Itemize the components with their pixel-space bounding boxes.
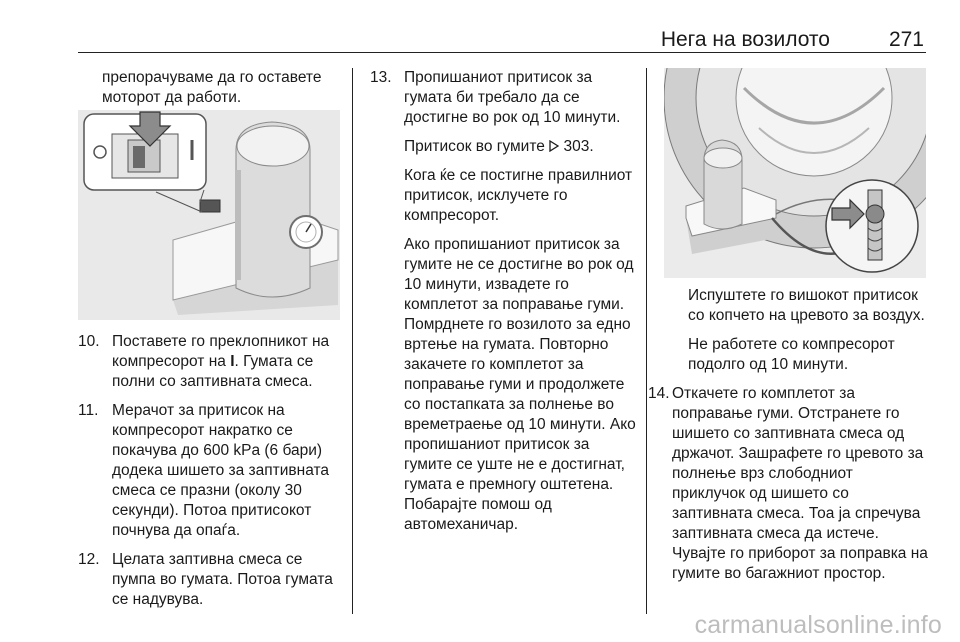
arrow-reference-icon xyxy=(549,138,559,155)
step-number: 10. xyxy=(78,333,100,350)
step-number: 13. xyxy=(370,69,392,86)
hose-pressure-release-illustration xyxy=(664,68,926,278)
column-divider-left xyxy=(352,68,353,614)
step-14 xyxy=(648,384,930,584)
page-number: 271 xyxy=(888,28,924,51)
step-text: Поставете го преклопникот на компресорот на xyxy=(112,333,330,370)
step-text: Мерачот за притисок на компресорот накратко се покачува до 600 kPa (6 бари) додека шишето за заптивната смеса се празни (околу 30 секунди). Потоа притисокот почнува да опаѓа. xyxy=(112,402,330,539)
switch-position-label: I xyxy=(230,353,235,370)
step-number: 11. xyxy=(78,402,99,419)
left-column-steps xyxy=(78,332,340,619)
figure-caption: Испуштете го вишокот притисок со копчето на цревото за воздух. xyxy=(688,287,925,324)
step-text: Целата заптивна смеса се пумпа во гумата. Потоа гумата се надувува. xyxy=(112,551,333,608)
step-12 xyxy=(78,550,340,610)
step-10 xyxy=(78,332,340,392)
column-divider-right xyxy=(646,68,647,614)
watermark: carmanualsonline.info xyxy=(694,611,942,639)
reference-text: Притисок во гумите xyxy=(404,138,550,155)
header-divider xyxy=(78,52,926,53)
step-number: 14. xyxy=(648,385,670,402)
reference-page: 303. xyxy=(563,138,594,155)
page-header-title: Нега на возилото xyxy=(660,28,830,51)
step-13-paragraph-1: Пропишаниот притисок за гумата би требало да се достигне во рок од 10 минути. xyxy=(404,69,621,126)
step-13-paragraph-3: Кога ќе се постигне правилниот притисок, исклучете го компресорот. xyxy=(404,167,633,224)
step-number: 12. xyxy=(78,551,100,568)
step-13-reference xyxy=(404,137,636,157)
middle-column xyxy=(370,68,636,544)
compressor-warning: Не работете со компресорот подолго од 10 минути. xyxy=(688,336,895,373)
step-text-continued: . Гумата се полни со заптивната смеса. xyxy=(112,353,314,390)
step-13-paragraph-4: Ако пропишаниот притисок за гумите не се достигне во рок од 10 минути, извадете го комплетот за поправање гуми. Помрднете го возилото за едно вртење на гумата. Повторно закачете го комплетот за поправање гуми и продолжете со постапката за полнење во времетраење од 10 минути. Ако пропишаниот притисок за гумите се уште не е достигнат, гумата е премногу оштетена. Побарајте помош од автомеханичар. xyxy=(404,236,636,533)
intro-text: препорачуваме да го оставете моторот да работи. xyxy=(102,69,322,106)
right-column xyxy=(648,286,930,593)
step-11 xyxy=(78,401,340,541)
step-13 xyxy=(370,68,636,535)
compressor-switch-illustration xyxy=(78,110,340,320)
step-text: Откачете го комплетот за поправање гуми. Отстранете го шишето со заптивната смеса од држачот. Зашрафете го цревото за полнење врз слободниот приклучок од шишето со заптивната смеса. Тоа ја спречува заптивната смеса да истече. Чувајте го приборот за поправка на гумите во багажниот простор. xyxy=(672,385,928,582)
